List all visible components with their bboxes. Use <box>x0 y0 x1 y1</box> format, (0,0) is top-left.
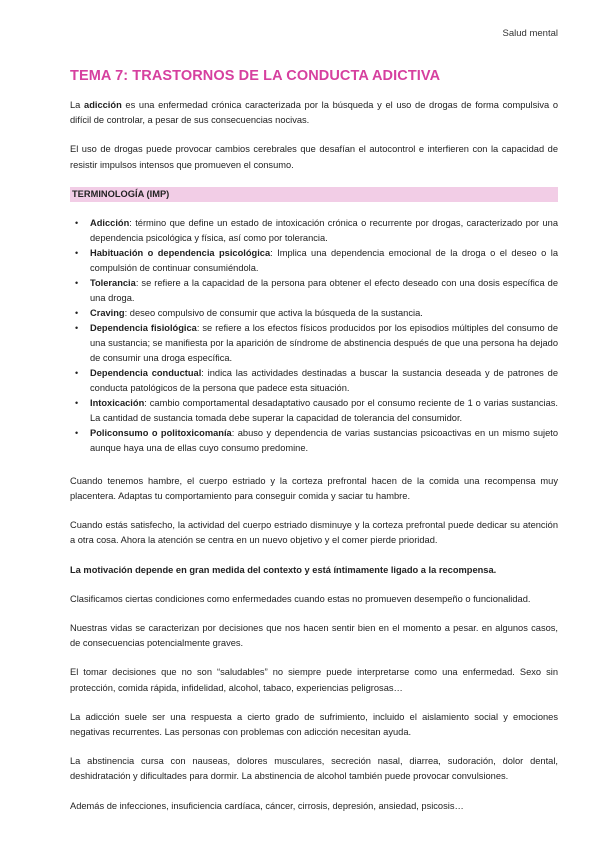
body-paragraph: Cuando tenemos hambre, el cuerpo estriado y la corteza prefrontal hacen de la comida una recompensa muy placentera. Adaptas tu comportamiento para conseguir comida y saciar tu hambre. <box>70 475 558 502</box>
document-body <box>70 68 558 828</box>
intro-paragraph-1: La adicción es una enfermedad crónica caracterizada por la búsqueda y el uso de drogas de forma compulsiva o difícil de controlar, a pesar de sus consecuencias nocivas. <box>70 100 558 126</box>
body-paragraph: Cuando estás satisfecho, la actividad del cuerpo estriado disminuye y la corteza prefrontal puede dedicar su atención a otra cosa. Ahora la atención se centra en un nuevo objetivo y el comer pierde prioridad. <box>70 520 558 546</box>
page-header: Salud mental <box>502 28 558 39</box>
body-paragraph: Además de infecciones, insuficiencia cardíaca, cáncer, cirrosis, depresión, ansiedad, psicosis… <box>70 800 464 811</box>
list-item: • Habituación o dependencia psicológica: Implica una dependencia emocional de la droga o el deseo o la compulsión de continuar consumiéndola. <box>75 247 558 273</box>
page-title: TEMA 7: TRASTORNOS DE LA CONDUCTA ADICTIVA <box>70 68 441 84</box>
body-paragraph: Clasificamos ciertas condiciones como enfermedades cuando estas no promueven desempeño o funcionalidad. <box>70 593 531 604</box>
intro-paragraph-2: El uso de drogas puede provocar cambios cerebrales que desafían el autocontrol e interfieren con la capacidad de resistir impulsos intensos que promueven el consumo. <box>70 144 558 170</box>
list-item: • Policonsumo o politoxicomanía: abuso y dependencia de varias sustancias psicoactivas en un mismo sujeto aunque haya una de ellas cuyo consumo predomine. <box>75 427 558 453</box>
list-item: • Dependencia conductual: indica las actividades destinadas a buscar la sustancia deseada y de patrones de conducta patológicos de la persona que padece esta situación. <box>75 367 558 393</box>
bullet-icon: • <box>75 322 79 333</box>
list-item: • Dependencia fisiológica: se refiere a los efectos físicos producidos por los episodios múltiples del consumo de una sustancia; se manifiesta por la aparición de síndrome de abstinencia después de que una persona ha dejado de consumir una droga específica. <box>75 322 558 363</box>
body-paragraph-bold: La motivación depende en gran medida del contexto y está íntimamente ligado a la recompensa. <box>70 564 497 575</box>
list-item: • Adicción: término que define un estado de intoxicación crónica o recurrente por drogas, caracterizado por una dependencia psicológica y física, así como por tolerancia. <box>75 217 558 243</box>
bullet-icon: • <box>75 367 79 378</box>
bullet-icon: • <box>75 427 79 438</box>
terminology-list <box>70 216 558 456</box>
bullet-icon: • <box>75 277 79 288</box>
list-item: • Craving: deseo compulsivo de consumir que activa la búsqueda de la sustancia. <box>88 306 558 321</box>
bullet-icon: • <box>75 217 79 228</box>
body-paragraph: El tomar decisiones que no son “saludables” no siempre puede interpretarse como una enfermedad. Sexo sin protección, comida rápida, infidelidad, alcohol, tabaco, experiencias peligrosas… <box>70 667 558 693</box>
section-heading-terminology: TERMINOLOGÍA (IMP) <box>70 187 558 202</box>
bullet-icon: • <box>75 397 79 408</box>
bullet-icon: • <box>75 247 79 258</box>
body-paragraph: La adicción suele ser una respuesta a cierto grado de sufrimiento, incluido el aislamiento social y emociones negativas recurrentes. Las personas con problemas con adicción necesitan ayuda. <box>70 711 558 738</box>
body-paragraph: Nuestras vidas se caracterizan por decisiones que nos hacen sentir bien en el momento a pesar. en algunos casos, de consecuencias potencialmente graves. <box>70 623 558 649</box>
body-paragraph: La abstinencia cursa con nauseas, dolores musculares, secreción nasal, diarrea, sudoración, dolor dental, deshidratación y dificultades para dormir. La abstinencia de alcohol también puede provocar convulsiones. <box>70 756 558 782</box>
bullet-icon: • <box>75 307 79 318</box>
list-item: • Tolerancia: se refiere a la capacidad de la persona para obtener el efecto deseado con una dosis específica de una droga. <box>75 277 558 303</box>
list-item: • Intoxicación: cambio comportamental desadaptativo causado por el consumo reciente de 1 o varias sustancias. La cantidad de sustancia tomada debe superar la capacidad de tolerancia del consumidor. <box>75 397 558 423</box>
